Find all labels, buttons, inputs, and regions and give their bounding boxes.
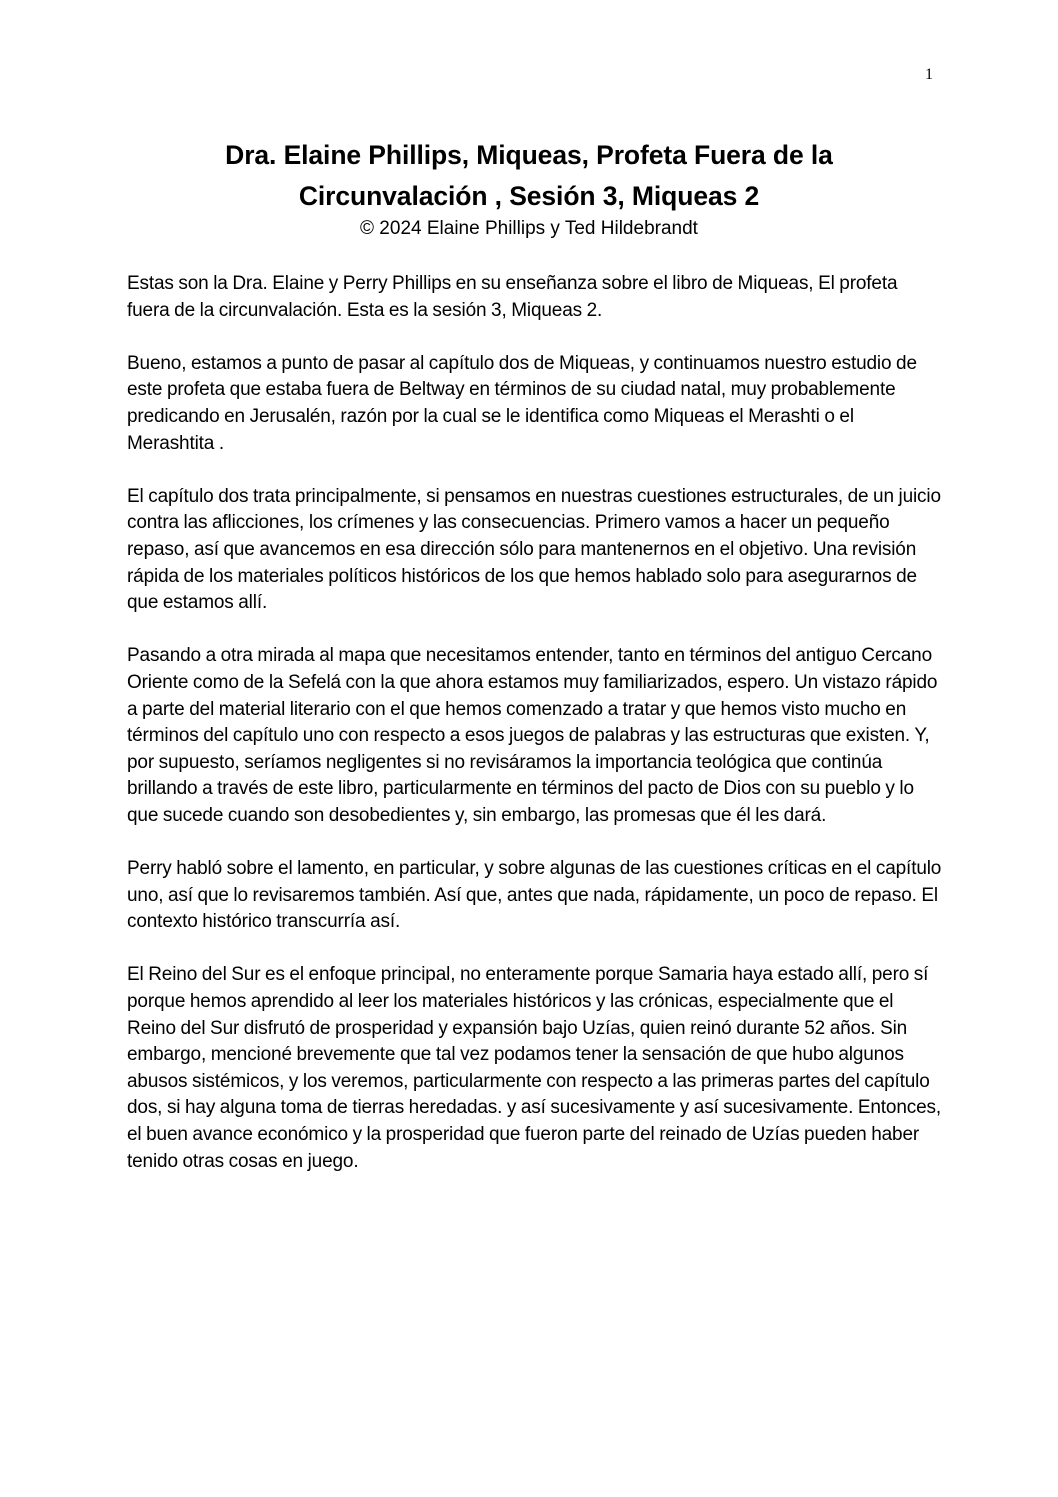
page-number: 1 — [925, 66, 933, 83]
document-body — [127, 271, 943, 1202]
paragraph: Bueno, estamos a punto de pasar al capítulo dos de Miqueas, y continuamos nuestro estudio de este profeta que estaba fuera de Beltway en términos de su ciudad natal, muy probablemente predicando en Jerusalén, razón por la cual se le identifica como Miqueas el Merashti o el Merashtita . — [127, 352, 917, 454]
document-header — [110, 135, 948, 241]
paragraph: El capítulo dos trata principalmente, si pensamos en nuestras cuestiones estructurales, de un juicio contra las aflicciones, los crímenes y las consecuencias. Primero vamos a hacer un pequeño repaso, así que avancemos en esa dirección sólo para mantenernos en el objetivo. Una revisión rápida de los materiales políticos históricos de los que hemos hablado solo para asegurarnos de que estamos allí. — [127, 485, 941, 614]
title-line-1: Dra. Elaine Phillips, Miqueas, Profeta Fuera de la — [225, 140, 833, 170]
paragraph: Estas son la Dra. Elaine y Perry Phillips en su enseñanza sobre el libro de Miqueas, El profeta fuera de la circunvalación. Esta es la sesión 3, Miqueas 2. — [127, 273, 898, 321]
document-title — [110, 135, 948, 217]
paragraph: El Reino del Sur es el enfoque principal, no enteramente porque Samaria haya estado allí, pero sí porque hemos aprendido al leer los materiales históricos y las crónicas, especialmente que el Reino del Sur disfrutó de prosperidad y expansión bajo Uzías, quien reinó durante 52 años. Sin embargo, mencioné brevemente que tal vez podamos tener la sensación de que hubo algunos abusos sistémicos, y los veremos, particularmente con respecto a las primeras partes del capítulo dos, si hay alguna toma de tierras heredadas. y así sucesivamente y así sucesivamente. Entonces, el buen avance económico y la prosperidad que fueron parte del reinado de Uzías pueden haber tenido otras cosas en juego. — [127, 964, 941, 1172]
paragraph: Perry habló sobre el lamento, en particular, y sobre algunas de las cuestiones críticas en el capítulo uno, así que lo revisaremos también. Así que, antes que nada, rápidamente, un poco de repaso. El contexto histórico transcurría así. — [127, 858, 942, 933]
copyright-line: © 2024 Elaine Phillips y Ted Hildebrandt — [360, 218, 698, 239]
title-line-2: Circunvalación , Sesión 3, Miqueas 2 — [298, 181, 760, 211]
paragraph: Pasando a otra mirada al mapa que necesitamos entender, tanto en términos del antiguo Cercano Oriente como de la Sefelá con la que ahora estamos muy familiarizados, espero. Un vistazo rápido a parte del material literario con el que hemos comenzado a tratar y que hemos visto mucho en términos del capítulo uno con respecto a esos juegos de palabras y las estructuras que existen. Y, por supuesto, seríamos negligentes si no revisáramos la importancia teológica que continúa brillando a través de este libro, particularmente en términos del pacto de Dios con su pueblo y lo que sucede cuando son desobedientes y, sin embargo, las promesas que él les dará. — [127, 645, 938, 826]
